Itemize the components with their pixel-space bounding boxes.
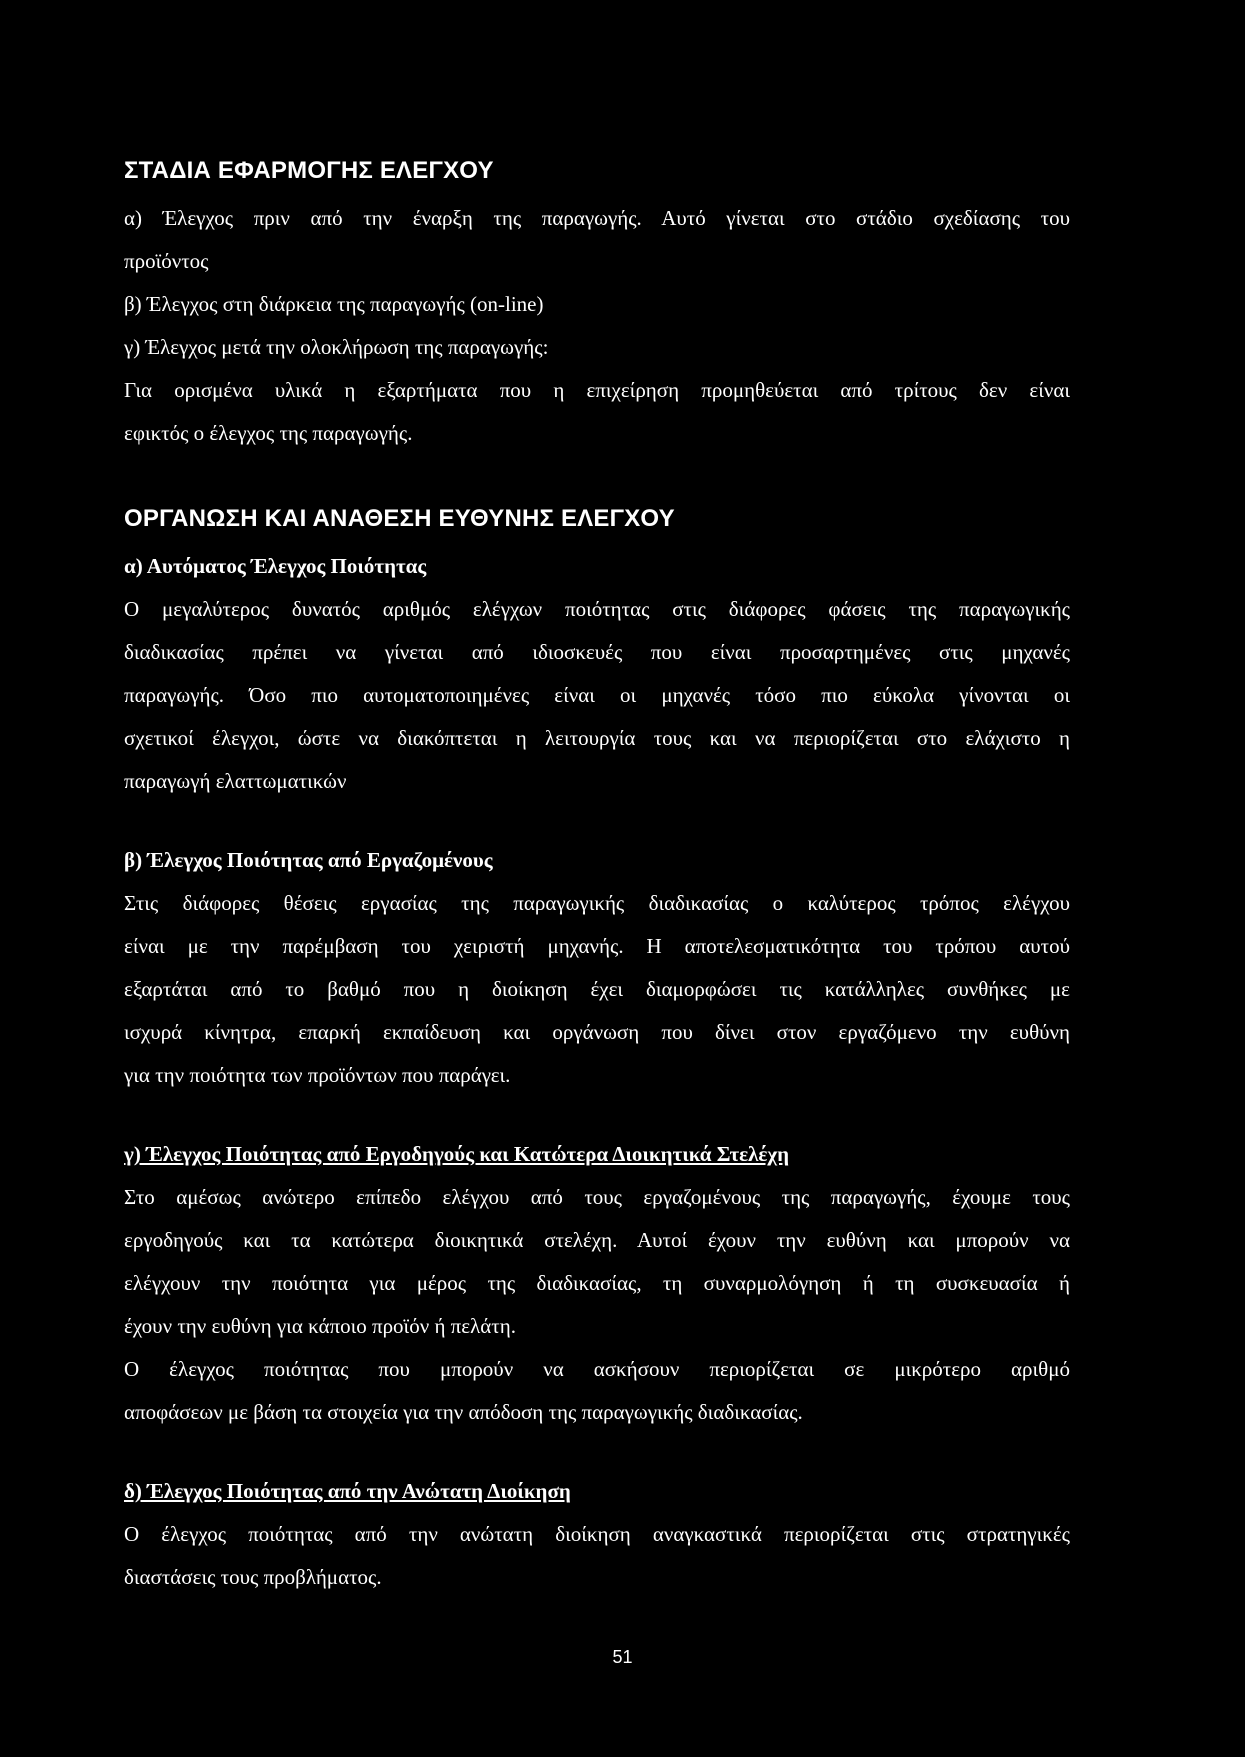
text-line: Στις διάφορες θέσεις εργασίας της παραγωγικής διαδικασίας ο καλύτερος τρόπος ελέγχου [124, 891, 1070, 915]
text-line: διαδικασίας πρέπει να γίνεται από ιδιοσκευές που είναι προσαρτημένες στις μηχανές [124, 640, 1070, 664]
text-line: εργοδηγούς και τα κατώτερα διοικητικά στελέχη. Αυτοί έχουν την ευθύνη και μπορούν να [124, 1228, 1070, 1252]
subsection-title-employees: β) Έλεγχος Ποιότητας από Εργαζομένους [124, 848, 493, 872]
subsection-title-supervisors: γ) Έλεγχος Ποιότητας από Εργοδηγούς και Κατώτερα Διοικητικά Στελέχη [124, 1142, 790, 1166]
page-number: 51 [612, 1647, 633, 1667]
paragraph-top-management [124, 1513, 1070, 1599]
text-line: αποφάσεων με βάση τα στοιχεία για την απόδοση της παραγωγικής διαδικασίας. [124, 1400, 803, 1424]
text-line: Ο έλεγχος ποιότητας από την ανώτατη διοίκηση αναγκαστικά περιορίζεται στις στρατηγικές [124, 1522, 1070, 1546]
text-line: Για ορισμένα υλικά η εξαρτήματα που η επιχείρηση προμηθεύεται από τρίτους δεν είναι [124, 378, 1070, 402]
paragraph-supervisors [124, 1176, 1070, 1434]
section-heading-stages: ΣΤΑΔΙΑ ΕΦΑΡΜΟΓΗΣ ΕΛΕΓΧΟΥ [124, 157, 494, 184]
paragraph-automatic [124, 588, 1070, 803]
text-line: Στο αμέσως ανώτερο επίπεδο ελέγχου από τους εργαζομένους της παραγωγής, έχουμε τους [124, 1185, 1070, 1209]
text-line: σχετικοί έλεγχοι, ώστε να διακόπτεται η λειτουργία τους και να περιορίζεται στο ελάχιστο η [124, 726, 1070, 750]
paragraph-employees [124, 882, 1070, 1097]
paragraph-stages [124, 197, 1070, 455]
text-line: Ο μεγαλύτερος δυνατός αριθμός ελέγχων ποιότητας στις διάφορες φάσεις της παραγωγικής [124, 597, 1070, 621]
text-line: έχουν την ευθύνη για κάποιο προϊόν ή πελάτη. [124, 1314, 516, 1338]
text-line: διαστάσεις τους προβλήματος. [124, 1565, 382, 1589]
text-line: παραγωγή ελαττωματικών [124, 769, 347, 793]
text-line: Ο έλεγχος ποιότητας που μπορούν να ασκήσουν περιορίζεται σε μικρότερο αριθμό [124, 1357, 1070, 1381]
text-line: α) Έλεγχος πριν από την έναρξη της παραγωγής. Αυτό γίνεται στο στάδιο σχεδίασης του [124, 206, 1070, 230]
subsection-title-top-management: δ) Έλεγχος Ποιότητας από την Ανώτατη Διοίκηση [124, 1479, 571, 1503]
text-line: είναι με την παρέμβαση του χειριστή μηχανής. Η αποτελεσματικότητα του τρόπου αυτού [124, 934, 1070, 958]
text-line: β) Έλεγχος στη διάρκεια της παραγωγής (on-line) [124, 292, 544, 316]
text-line: γ) Έλεγχος μετά την ολοκλήρωση της παραγωγής: [124, 335, 549, 359]
text-line: εξαρτάται από το βαθμό που η διοίκηση έχει διαμορφώσει τις κατάλληλες συνθήκες με [124, 977, 1070, 1001]
text-line: ισχυρά κίνητρα, επαρκή εκπαίδευση και οργάνωση που δίνει στον εργαζόμενο την ευθύνη [124, 1020, 1070, 1044]
text-line: προϊόντος [124, 249, 209, 273]
text-line: εφικτός ο έλεγχος της παραγωγής. [124, 421, 413, 445]
text-line: παραγωγής. Όσο πιο αυτοματοποιημένες είναι οι μηχανές τόσο πιο εύκολα γίνονται οι [124, 683, 1070, 707]
section-heading-organization: ΟΡΓΑΝΩΣΗ ΚΑΙ ΑΝΑΘΕΣΗ ΕΥΘΥΝΗΣ ΕΛΕΓΧΟΥ [124, 505, 675, 532]
subsection-title-automatic: α) Αυτόματος Έλεγχος Ποιότητας [124, 554, 427, 578]
text-line: ελέγχουν την ποιότητα για μέρος της διαδικασίας, τη συναρμολόγηση ή τη συσκευασία ή [124, 1271, 1070, 1295]
document-page [124, 155, 1070, 1599]
text-line: για την ποιότητα των προϊόντων που παράγει. [124, 1063, 511, 1087]
